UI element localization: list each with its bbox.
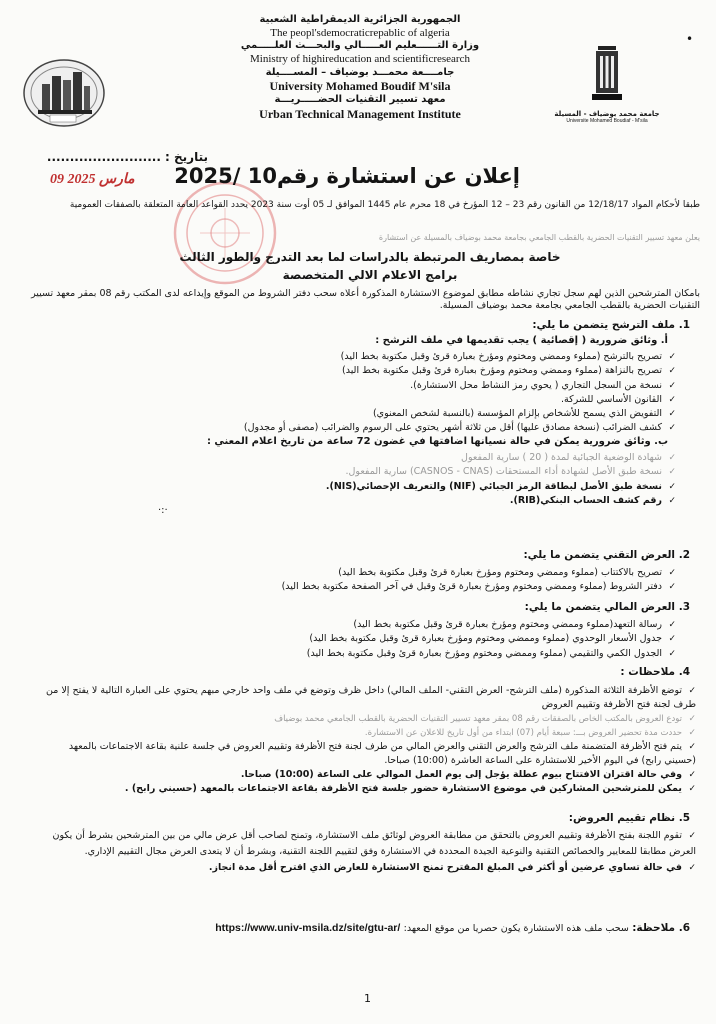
check-icon: ✓ — [688, 784, 696, 794]
note-item: ✓تقوم اللجنة بفتح الأظرفة وتقييم العروض بالتحقق من مطابقة العروض لوثائق ملف الاستشارة، وتمنح لصاحب أقل عرض مالي من بين المترشحين بشرط أن يكون العرض مطابقا للمعايير والخصائص التقنية والنوعية الجيدة المحددة في الاستشارة وفق لتقييم اللجنة التقنية، وبشرط أن لا يتعدى العرض مجال التقييم الإداري. — [52, 830, 696, 857]
intro-announcement: يعلن معهد تسيير التقنيات الحضرية بالقطب الجامعي بجامعة محمد بوضياف بالمسيلة عن استشارة — [378, 233, 700, 242]
section-1b-list — [36, 451, 676, 508]
section-3-heading: 3. العرض المالي يتضمن ما يلي: — [524, 601, 690, 613]
check-icon: ✓ — [668, 366, 676, 377]
check-icon: ✓ — [668, 620, 676, 630]
note-item: ✓في حالة تساوي عرضين أو أكثر في المبلغ المقترح تمنح الاستشارة للعارض الذي اقترح أقل مدة انجاز. — [208, 862, 696, 873]
list-item: ✓كشف الضرائب (نسخة مصادق عليها) أقل من ثلاثة أشهر يحتوي على الرسوم والضرائب (مصفى أو مجدول) — [36, 421, 676, 435]
page-number: 1 — [364, 992, 371, 1005]
date-handwritten: 09 مارس 2025 — [50, 172, 135, 187]
check-icon: ✓ — [668, 380, 676, 391]
institute-logo — [22, 58, 106, 132]
note-item: ✓يمكن للمترشحين المشاركين في موضوع الاستشارة حضور جلسة فتح الأظرفة بقاعة الاجتماعات بالمعهد (حسيني رابح) . — [124, 783, 696, 794]
list-item: ✓شهادة الوضعية الجبائية لمدة ( 20 ) سارية المفعول — [36, 451, 676, 465]
section-6 — [215, 922, 690, 934]
list-item: ✓تصريح بالاكتتاب (مملوء وممضي ومختوم ومؤرخ بعبارة قرئ وقبل مكتوبة بخط اليد) — [36, 566, 676, 580]
list-item: ✓القانون الأساسي للشركة. — [36, 393, 676, 407]
check-icon: ✓ — [668, 409, 676, 420]
section-1-heading: 1. ملف الترشح يتضمن ما يلي: — [532, 319, 690, 331]
subtitle-line1: خاصة بمصاريف المرتبطة بالدراسات لما بعد التدرج والطور الثالث — [179, 250, 561, 264]
check-icon: ✓ — [668, 582, 676, 593]
check-icon: ✓ — [688, 686, 696, 696]
list-item: ✓نسخة من السجل التجاري ( يحوي رمز النشاط محل الاستشارة). — [36, 379, 676, 393]
section-1a-list — [36, 350, 676, 436]
university-ar: جامــــعة محمـــد بوضياف – المســــيلة — [265, 66, 455, 78]
check-icon: ✓ — [688, 728, 696, 738]
republic-en: The peopl'sdemocraticrepablic of algeria — [270, 26, 450, 39]
section-1b-heading: ب. وثائق ضرورية يمكن في حالة نسيانها اضافتها في غضون 72 ساعة من تاريخ اعلام المعني : — [206, 436, 668, 447]
note-item: ✓وفي حالة اقتران الافتتاح بيوم عطلة يؤجل إلى يوم العمل الموالي على الساعة (10:00) صباحا. — [240, 769, 696, 780]
list-item: ✓نسخة طبق الأصل لشهادة أداء المستحقات (CASNOS - CNAS) سارية المفعول. — [36, 465, 676, 479]
check-icon: ✓ — [668, 568, 676, 578]
check-icon: ✓ — [688, 742, 696, 752]
section-5-heading: 5. نظام تقييم العروض: — [568, 812, 690, 824]
section-6-label: 6. ملاحظة: — [632, 922, 690, 934]
legal-reference: طبقا لأحكام المواد 12/18/17 من القانون رقم 23 – 12 المؤرخ في 18 محرم عام 1445 الموافق لـ 05 أوت سنة 2023 يحدد القواعد العامة المتعلقة بالصفقات العمومية — [69, 200, 700, 210]
check-icon: ✓ — [668, 495, 676, 506]
note-item: ✓تودع العروض بالمكتب الخاص بالصفقات رقم 08 بمقر معهد تسيير التقنيات الحضرية بالقطب الجامعي محمد بوضياف — [274, 714, 696, 724]
check-icon: ✓ — [688, 770, 696, 780]
ministry-ar: وزارة التــــــعليم العـــــالي والبحـــث العلـــــمي — [240, 40, 480, 52]
date-label: بتاريخ : ......................... — [46, 150, 208, 164]
check-icon: ✓ — [668, 453, 676, 463]
subtitle-line2: برامج الاعلام الالي المتخصصة — [282, 268, 458, 282]
list-item: ✓جدول الأسعار الوحدوي (مملوء وممضي ومختوم ومؤرخ بعبارة قرئ وقبل مكتوبة بخط اليد) — [36, 632, 676, 646]
check-icon: ✓ — [668, 634, 676, 645]
list-item: ✓تصريح بالترشح (مملوء وممضي ومختوم ومؤرخ بعبارة قرئ وقبل مكتوبة بخط اليد) — [36, 350, 676, 364]
announcement-title: إعلان عن استشارة رقم10 /2025 — [174, 164, 520, 188]
check-icon: ✓ — [668, 352, 676, 362]
ministry-en: Ministry of highireducation and scientificresearch — [250, 52, 470, 65]
section-5-list — [26, 828, 696, 875]
check-icon: ✓ — [668, 481, 676, 492]
note-item: ✓توضع الأظرفة الثلاثة المذكورة (ملف الترشح- العرض التقني- الملف المالي) داخل ظرف وتوضع في ملف واحد خارجي مبهم يحتوي على العبارة التالية لا يفتح إلا من طرف لجنة فتح الأظرفة وتقييم العروض — [46, 685, 696, 710]
note-item: ✓يتم فتح الأظرفة المتضمنة ملف الترشح والعرض التقني والعرض المالي من طرف لجنة فتح الأظرفة وتقييم العروض في جلسة علنية بقاعة الاجتماعات بالمعهد (حسيني رابح) في اليوم الأخير للاستشارة على الساعة العاشرة (10:00) صباحا. — [68, 741, 696, 766]
section-2-list — [36, 566, 676, 595]
section-6-text: سحب ملف هذه الاستشارة يكون حصريا من موقع المعهد: — [403, 923, 629, 934]
section-4-heading: 4. ملاحظات : — [620, 666, 690, 678]
list-item: ✓رقم كشف الحساب البنكي(RIB). — [36, 494, 676, 508]
list-item: ✓الجدول الكمي والتقيمي (مملوء وممضي ومختوم ومؤرخ بعبارة قرئ وقبل مكتوبة بخط اليد) — [36, 647, 676, 661]
check-icon: ✓ — [668, 648, 676, 659]
check-icon: ✓ — [668, 394, 676, 405]
check-icon: ✓ — [688, 863, 696, 873]
eligibility-text: بامكان المترشحين الذين لهم سجل تجاري نشاطه مطابق لموضوع الاستشارة المذكورة أعلاه سحب دفتر الشروط من الموقع وإيداعه لدى المكتب رقم 08 بمقر معهد تسيير التقنيات الحضرية بالقطب الجامعي بجامعة محمد بوضياف المسيلة. — [31, 288, 700, 311]
list-item: ✓نسخة طبق الأصل لبطاقة الرمز الجبائي (NIF) والتعريف الإحصائي(NIS). — [36, 480, 676, 494]
check-icon: ✓ — [688, 714, 696, 724]
dot-mark: • — [686, 32, 694, 46]
note-item: ✓حددت مدة تحضير العروض بـــ: سبعة أيام (07) ابتداء من أول تاريخ للاعلان عن الاستشارة. — [364, 728, 696, 738]
check-icon: ✓ — [668, 423, 676, 434]
section-3-list — [36, 618, 676, 661]
letterhead — [210, 14, 510, 122]
institute-ar: معهد تسيير التقنيات الحضـــــريـــة — [274, 94, 446, 105]
list-item: ✓تصريح بالنزاهة (مملوء وممضي ومختوم ومؤرخ بعبارة قرئ وقبل مكتوبة بخط اليد) — [36, 364, 676, 378]
list-item: ✓دفتر الشروط (مملوء وممضي ومختوم ومؤرخ بعبارة قرئ وقبل في آخر الصفحة مكتوبة بخط اليد) — [36, 580, 676, 594]
list-item: ✓رسالة التعهد(مملوء وممضي ومختوم ومؤرخ بعبارة قرئ وقبل مكتوبة بخط اليد) — [36, 618, 676, 632]
university-logo-caption-en: Universite Mohamed Boudiaf - M'sila — [566, 118, 648, 124]
university-en: University Mohamed Boudif M'sila — [269, 79, 451, 93]
institute-en: Urban Technical Management Institute — [259, 106, 461, 121]
site-link[interactable]: https://www.univ-msila.dz/site/gtu-ar/ — [215, 922, 401, 934]
section-1a-heading: أ. وثائق ضرورية ( إقصائية ) يجب تقديمها في ملف الترشح : — [375, 335, 668, 346]
section-2-heading: 2. العرض التقني يتضمن ما يلي: — [523, 549, 690, 561]
university-logo-caption-ar: جامعة محمد بوضياف - المسيلة — [554, 110, 660, 118]
check-icon: ✓ — [668, 467, 676, 478]
check-icon: ✓ — [688, 831, 696, 841]
university-logo — [552, 42, 662, 124]
list-item: ✓التفويض الذي يسمح للأشخاص بإلزام المؤسسة (بالنسبة لشخص المعنوي) — [36, 407, 676, 421]
ink-speck: ·:· — [158, 505, 168, 516]
section-4-list — [36, 684, 696, 796]
republic-ar: الجمهورية الجزائرية الديمقراطية الشعبية — [259, 14, 461, 25]
